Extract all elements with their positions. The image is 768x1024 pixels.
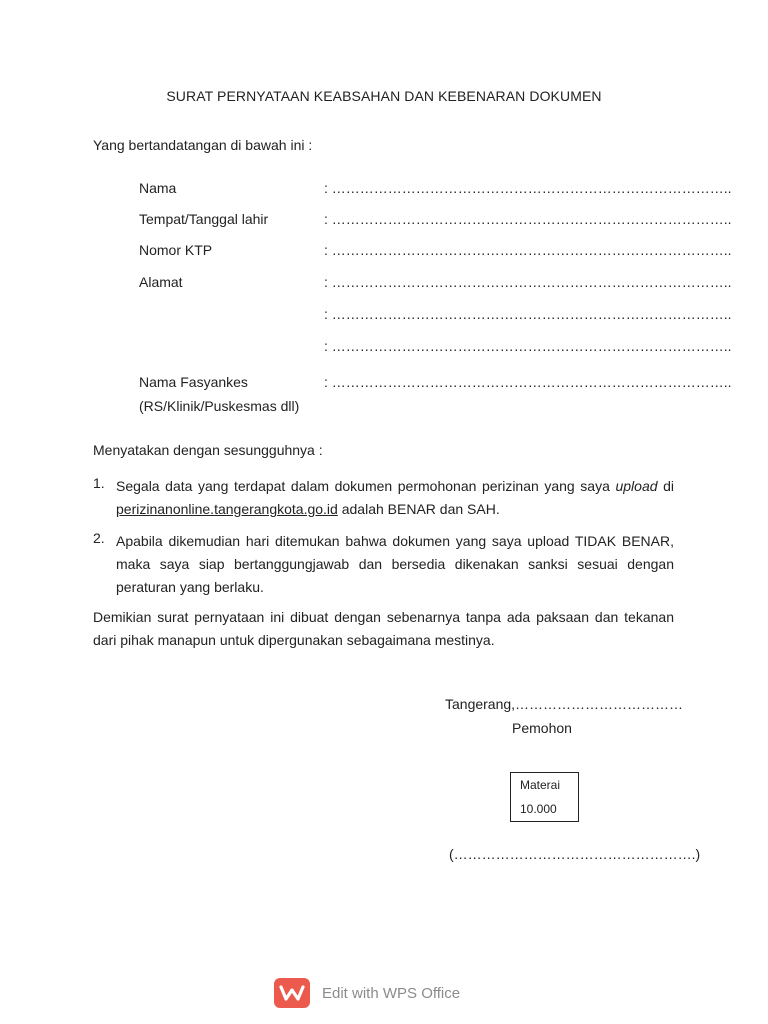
field-label-nama-fasyankes: Nama Fasyankes [139,374,248,390]
intro-text: Yang bertandatangan di bawah ini : [93,137,313,153]
stamp-value: 10.000 [520,802,557,816]
item-text: Apabila dikemudian hari ditemukan bahwa dokumen yang saya upload TIDAK BENAR, maka saya siap bertanggungjawab dan bersedia dikenakan sanksi sesuai dengan peraturan yang berlaku. [116,533,674,595]
field-value-alamat-3: : ………………………………………………………………………….. [324,338,732,354]
item-text-part: Segala data yang terdapat dalam dokumen permohonan perizinan yang saya [116,478,610,494]
item-text-part: adalah BENAR dan SAH. [337,501,500,517]
fasyankes-note: (RS/Klinik/Puskesmas dll) [139,398,300,414]
field-label-nomor-ktp: Nomor KTP [139,242,213,258]
wps-logo-icon [274,978,310,1008]
item-number: 1. [93,475,105,491]
item-italic-word: upload [615,478,658,494]
item-text [116,475,674,521]
field-value-nama-fasyankes: : ………………………………………………………………………….. [324,374,732,390]
stamp-label: Materai [520,778,561,792]
field-label-nama: Nama [139,180,177,196]
field-value-alamat-1: : ………………………………………………………………………….. [324,274,732,290]
item-number: 2. [93,530,105,546]
field-value-alamat-2: : ………………………………………………………………………….. [324,306,732,322]
field-value-nama: : ………………………………………………………………………….. [324,180,732,196]
signature-line: (…………………………………………….) [449,846,701,862]
place-date: Tangerang,……………………………… [445,696,684,712]
item-text-part: di [657,478,674,494]
closing-paragraph: Demikian surat pernyataan ini dibuat dengan sebenarnya tanpa ada paksaan dan tekanan dari pihak manapun untuk dipergunakan sebagaimana mestinya. [93,609,674,648]
statement-item-1 [93,475,674,521]
statement-intro: Menyatakan dengan sesungguhnya : [93,442,323,458]
field-label-tempat-tanggal-lahir: Tempat/Tanggal lahir [139,211,269,227]
field-value-tempat-tanggal-lahir: : ………………………………………………………………………….. [324,211,732,227]
wps-watermark-text: Edit with WPS Office [322,985,461,1002]
statement-item-2 [93,530,674,599]
perizinan-link[interactable]: perizinanonline.tangerangkota.go.id [116,501,338,517]
document-title: SURAT PERNYATAAN KEABSAHAN DAN KEBENARAN DOKUMEN [166,88,602,104]
field-label-alamat: Alamat [139,274,183,290]
stamp-box [510,772,579,822]
signer-role: Pemohon [512,720,572,736]
field-value-nomor-ktp: : ………………………………………………………………………….. [324,242,732,258]
